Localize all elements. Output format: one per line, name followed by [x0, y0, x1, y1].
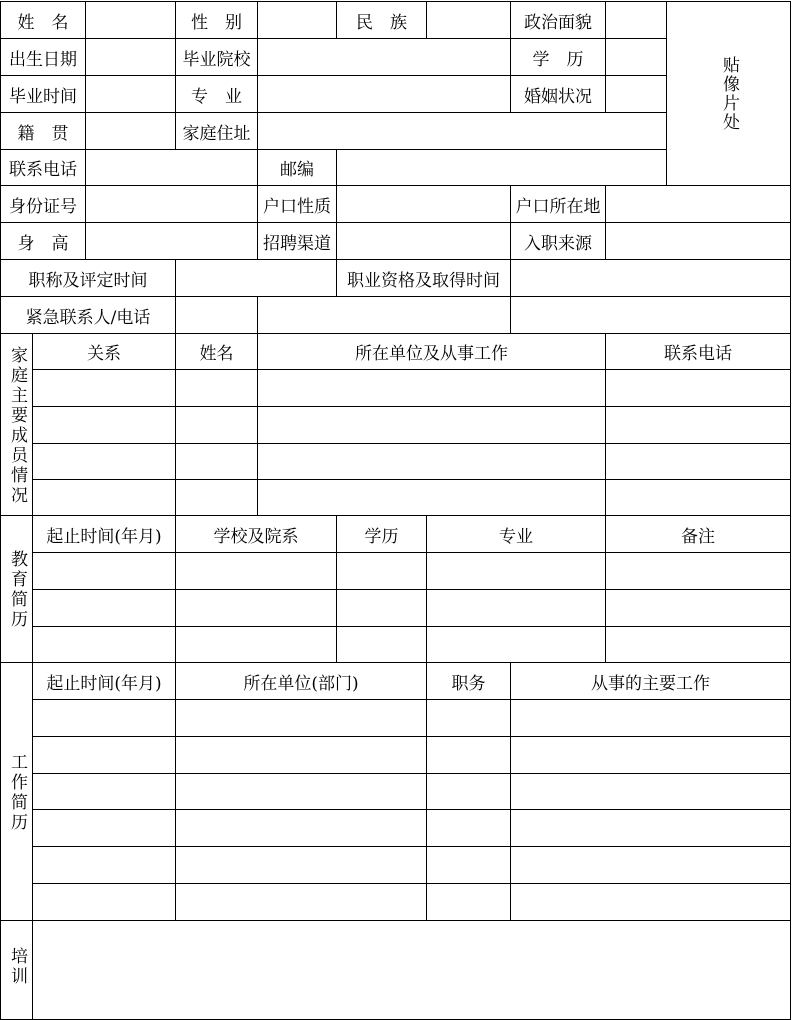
address-label: 家庭住址 — [175, 112, 258, 150]
major-label: 专 业 — [175, 75, 258, 113]
work-row-cell[interactable] — [510, 773, 791, 810]
grad-time-field[interactable] — [85, 75, 176, 113]
family-header-relation: 关系 — [32, 333, 176, 370]
education-row-cell[interactable] — [175, 589, 337, 627]
school-field[interactable] — [257, 38, 511, 76]
work-row-cell[interactable] — [175, 736, 427, 774]
emergency-name-field[interactable] — [175, 296, 258, 334]
marital-field[interactable] — [605, 75, 667, 113]
postcode-field[interactable] — [336, 149, 667, 186]
birth-field[interactable] — [85, 38, 176, 76]
birth-label: 出生日期 — [0, 38, 86, 76]
photo-box[interactable] — [666, 1, 791, 186]
family-row-cell[interactable] — [257, 443, 606, 480]
education-row-cell[interactable] — [175, 626, 337, 663]
work-row-cell[interactable] — [32, 736, 176, 774]
work-row-cell[interactable] — [510, 736, 791, 774]
origin-label: 籍 贯 — [0, 112, 86, 150]
education-row-cell[interactable] — [32, 552, 176, 590]
family-row-cell[interactable] — [175, 369, 258, 407]
work-row-cell[interactable] — [32, 773, 176, 810]
education-row-cell[interactable] — [426, 552, 606, 590]
education-row-cell[interactable] — [426, 626, 606, 663]
work-row-cell[interactable] — [510, 809, 791, 847]
work-row-cell[interactable] — [510, 846, 791, 884]
ethnicity-field[interactable] — [426, 1, 511, 39]
work-row-cell[interactable] — [32, 883, 176, 921]
emergency-extra-field[interactable] — [510, 296, 791, 334]
title-label: 职称及评定时间 — [0, 259, 176, 297]
phone-field[interactable] — [85, 149, 258, 186]
channel-field[interactable] — [336, 222, 511, 260]
major-field[interactable] — [257, 75, 511, 113]
family-row-cell[interactable] — [605, 479, 791, 516]
family-row-cell[interactable] — [605, 443, 791, 480]
work-row-cell[interactable] — [175, 846, 427, 884]
work-row-cell[interactable] — [426, 883, 511, 921]
marital-label: 婚姻状况 — [510, 75, 606, 113]
education-header-notes: 备注 — [605, 515, 791, 553]
training-field[interactable] — [32, 920, 791, 1020]
work-row-cell[interactable] — [510, 699, 791, 737]
gender-field[interactable] — [257, 1, 337, 39]
family-row-cell[interactable] — [257, 369, 606, 407]
hukou-type-field[interactable] — [336, 185, 511, 223]
education-row-cell[interactable] — [32, 626, 176, 663]
channel-label: 招聘渠道 — [257, 222, 337, 260]
family-header-employer: 所在单位及从事工作 — [257, 333, 606, 370]
hukou-location-label: 户口所在地 — [510, 185, 606, 223]
name-label: 姓 名 — [0, 1, 86, 39]
address-field[interactable] — [257, 112, 667, 150]
hukou-type-label: 户口性质 — [257, 185, 337, 223]
training-section-label: 培训 — [0, 920, 33, 1020]
education-header-major: 专业 — [426, 515, 606, 553]
grad-time-label: 毕业时间 — [0, 75, 86, 113]
emergency-phone-field[interactable] — [257, 296, 511, 334]
family-row-cell[interactable] — [32, 406, 176, 444]
education-row-cell[interactable] — [605, 552, 791, 590]
education-label: 学 历 — [510, 38, 606, 76]
work-row-cell[interactable] — [426, 699, 511, 737]
height-label: 身 高 — [0, 222, 86, 260]
family-row-cell[interactable] — [605, 406, 791, 444]
source-label: 入职来源 — [510, 222, 606, 260]
hukou-location-field[interactable] — [605, 185, 791, 223]
photo-label: 贴像片处 — [719, 55, 739, 132]
political-field[interactable] — [605, 1, 667, 39]
education-header-period: 起止时间(年月) — [32, 515, 176, 553]
education-header-degree: 学历 — [336, 515, 427, 553]
education-row-cell[interactable] — [175, 552, 337, 590]
political-label: 政治面貌 — [510, 1, 606, 39]
education-header-school: 学校及院系 — [175, 515, 337, 553]
postcode-label: 邮编 — [257, 149, 337, 186]
phone-label: 联系电话 — [0, 149, 86, 186]
work-row-cell[interactable] — [32, 809, 176, 847]
work-section-label: 工作简历 — [0, 662, 33, 921]
education-section-label: 教育简历 — [0, 515, 33, 663]
education-row-cell[interactable] — [336, 589, 427, 627]
family-row-cell[interactable] — [32, 479, 176, 516]
emergency-label: 紧急联系人/电话 — [0, 296, 176, 334]
work-row-cell[interactable] — [32, 846, 176, 884]
work-header-employer: 所在单位(部门) — [175, 662, 427, 700]
education-row-cell[interactable] — [32, 589, 176, 627]
family-row-cell[interactable] — [175, 443, 258, 480]
family-row-cell[interactable] — [32, 443, 176, 480]
work-row-cell[interactable] — [175, 809, 427, 847]
work-row-cell[interactable] — [426, 773, 511, 810]
id-field[interactable] — [85, 185, 258, 223]
qualification-field[interactable] — [510, 259, 791, 297]
work-header-position: 职务 — [426, 662, 511, 700]
family-header-name: 姓名 — [175, 333, 258, 370]
work-row-cell[interactable] — [175, 699, 427, 737]
work-row-cell[interactable] — [32, 699, 176, 737]
work-row-cell[interactable] — [175, 773, 427, 810]
education-field[interactable] — [605, 38, 667, 76]
education-row-cell[interactable] — [336, 626, 427, 663]
family-row-cell[interactable] — [257, 406, 606, 444]
school-label: 毕业院校 — [175, 38, 258, 76]
family-row-cell[interactable] — [175, 479, 258, 516]
work-row-cell[interactable] — [426, 809, 511, 847]
family-header-phone: 联系电话 — [605, 333, 791, 370]
family-row-cell[interactable] — [175, 406, 258, 444]
family-row-cell[interactable] — [32, 369, 176, 407]
education-row-cell[interactable] — [336, 552, 427, 590]
work-row-cell[interactable] — [510, 883, 791, 921]
education-row-cell[interactable] — [605, 589, 791, 627]
source-field[interactable] — [605, 222, 791, 260]
qualification-label: 职业资格及取得时间 — [336, 259, 511, 297]
education-row-cell[interactable] — [605, 626, 791, 663]
work-header-duties: 从事的主要工作 — [510, 662, 791, 700]
id-label: 身份证号 — [0, 185, 86, 223]
education-row-cell[interactable] — [426, 589, 606, 627]
ethnicity-label: 民 族 — [336, 1, 427, 39]
work-row-cell[interactable] — [426, 736, 511, 774]
family-row-cell[interactable] — [605, 369, 791, 407]
origin-field[interactable] — [85, 112, 176, 150]
family-row-cell[interactable] — [257, 479, 606, 516]
gender-label: 性 别 — [175, 1, 258, 39]
name-field[interactable] — [85, 1, 176, 39]
title-field[interactable] — [175, 259, 337, 297]
work-row-cell[interactable] — [426, 846, 511, 884]
family-section-label: 家庭主要成员情况 — [0, 333, 33, 516]
work-row-cell[interactable] — [175, 883, 427, 921]
work-header-period: 起止时间(年月) — [32, 662, 176, 700]
height-field[interactable] — [85, 222, 258, 260]
